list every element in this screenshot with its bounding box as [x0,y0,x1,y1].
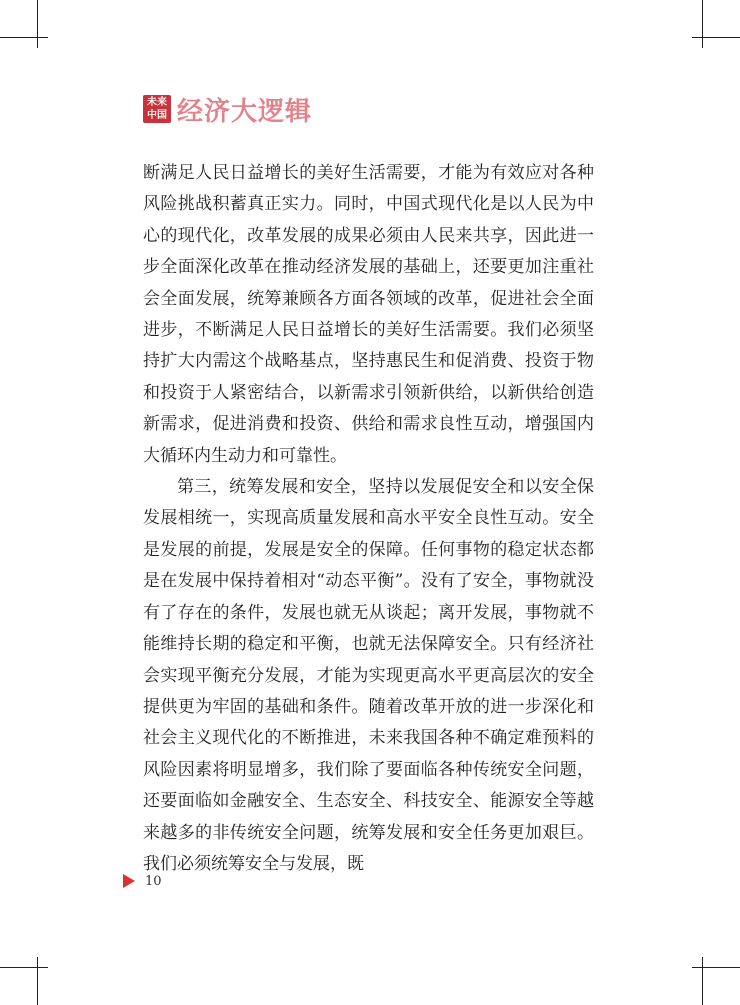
series-logo-bottom-text: 中国 [147,110,167,121]
running-header [143,92,312,126]
crop-mark-top-left-horizontal [0,37,48,38]
book-title: 经济大逻辑 [177,96,313,127]
crop-mark-top-right-vertical [702,0,703,48]
crop-mark-bottom-left-horizontal [0,967,48,968]
crop-mark-bottom-right-horizontal [692,967,740,968]
crop-mark-top-left-vertical [37,0,38,48]
paragraph-third-point: 第三，统筹发展和安全，坚持以发展促安全和以安全保发展相统一，实现高质量发展和高水平安全良性互动。安全是发展的前提，发展是安全的保障。任何事物的稳定状态都是在发展中保持着相对“动态平衡”。没有了安全，事物就没有了存在的条件，发展也就无从谈起；离开发展，事物就不能维持长期的稳定和平衡，也就无法保障安全。只有经济社会实现平衡充分发展，才能为实现更高水平更高层次的安全提供更为牢固的基础和条件。随着改革开放的进一步深化和社会主义现代化的不断推进，未来我国各种不确定难预料的风险因素将明显增多，我们除了要面临各种传统安全问题，还要面临如金融安全、生态安全、科技安全、能源安全等越来越多的非传统安全问题，统筹发展和安全任务更加艰巨。我们必须统筹安全与发展，既 [143,477,594,874]
crop-mark-top-right-horizontal [692,37,740,38]
page-marker-triangle-icon [123,874,135,888]
series-logo-top-text: 未来 [147,97,167,108]
page-body [143,158,594,880]
crop-mark-bottom-left-vertical [37,957,38,1005]
page-number: 10 [145,873,162,889]
page-footer [123,872,162,890]
crop-mark-bottom-right-vertical [702,957,703,1005]
series-logo-badge [143,95,171,123]
paragraph-continued: 断满足人民日益增长的美好生活需要，才能为有效应对各种风险挑战积蓄真正实力。同时，中国式现代化是以人民为中心的现代化，改革发展的成果必须由人民来共享，因此进一步全面深化改革在推动经济发展的基础上，还要更加注重社会全面发展，统筹兼顾各方面各领域的改革，促进社会全面进步，不断满足人民日益增长的美好生活需要。我们必须坚持扩大内需这个战略基点，坚持惠民生和促消费、投资于物和投资于人紧密结合，以新需求引领新供给，以新供给创造新需求，促进消费和投资、供给和需求良性互动，增强国内大循环内生动力和可靠性。 [143,163,594,466]
